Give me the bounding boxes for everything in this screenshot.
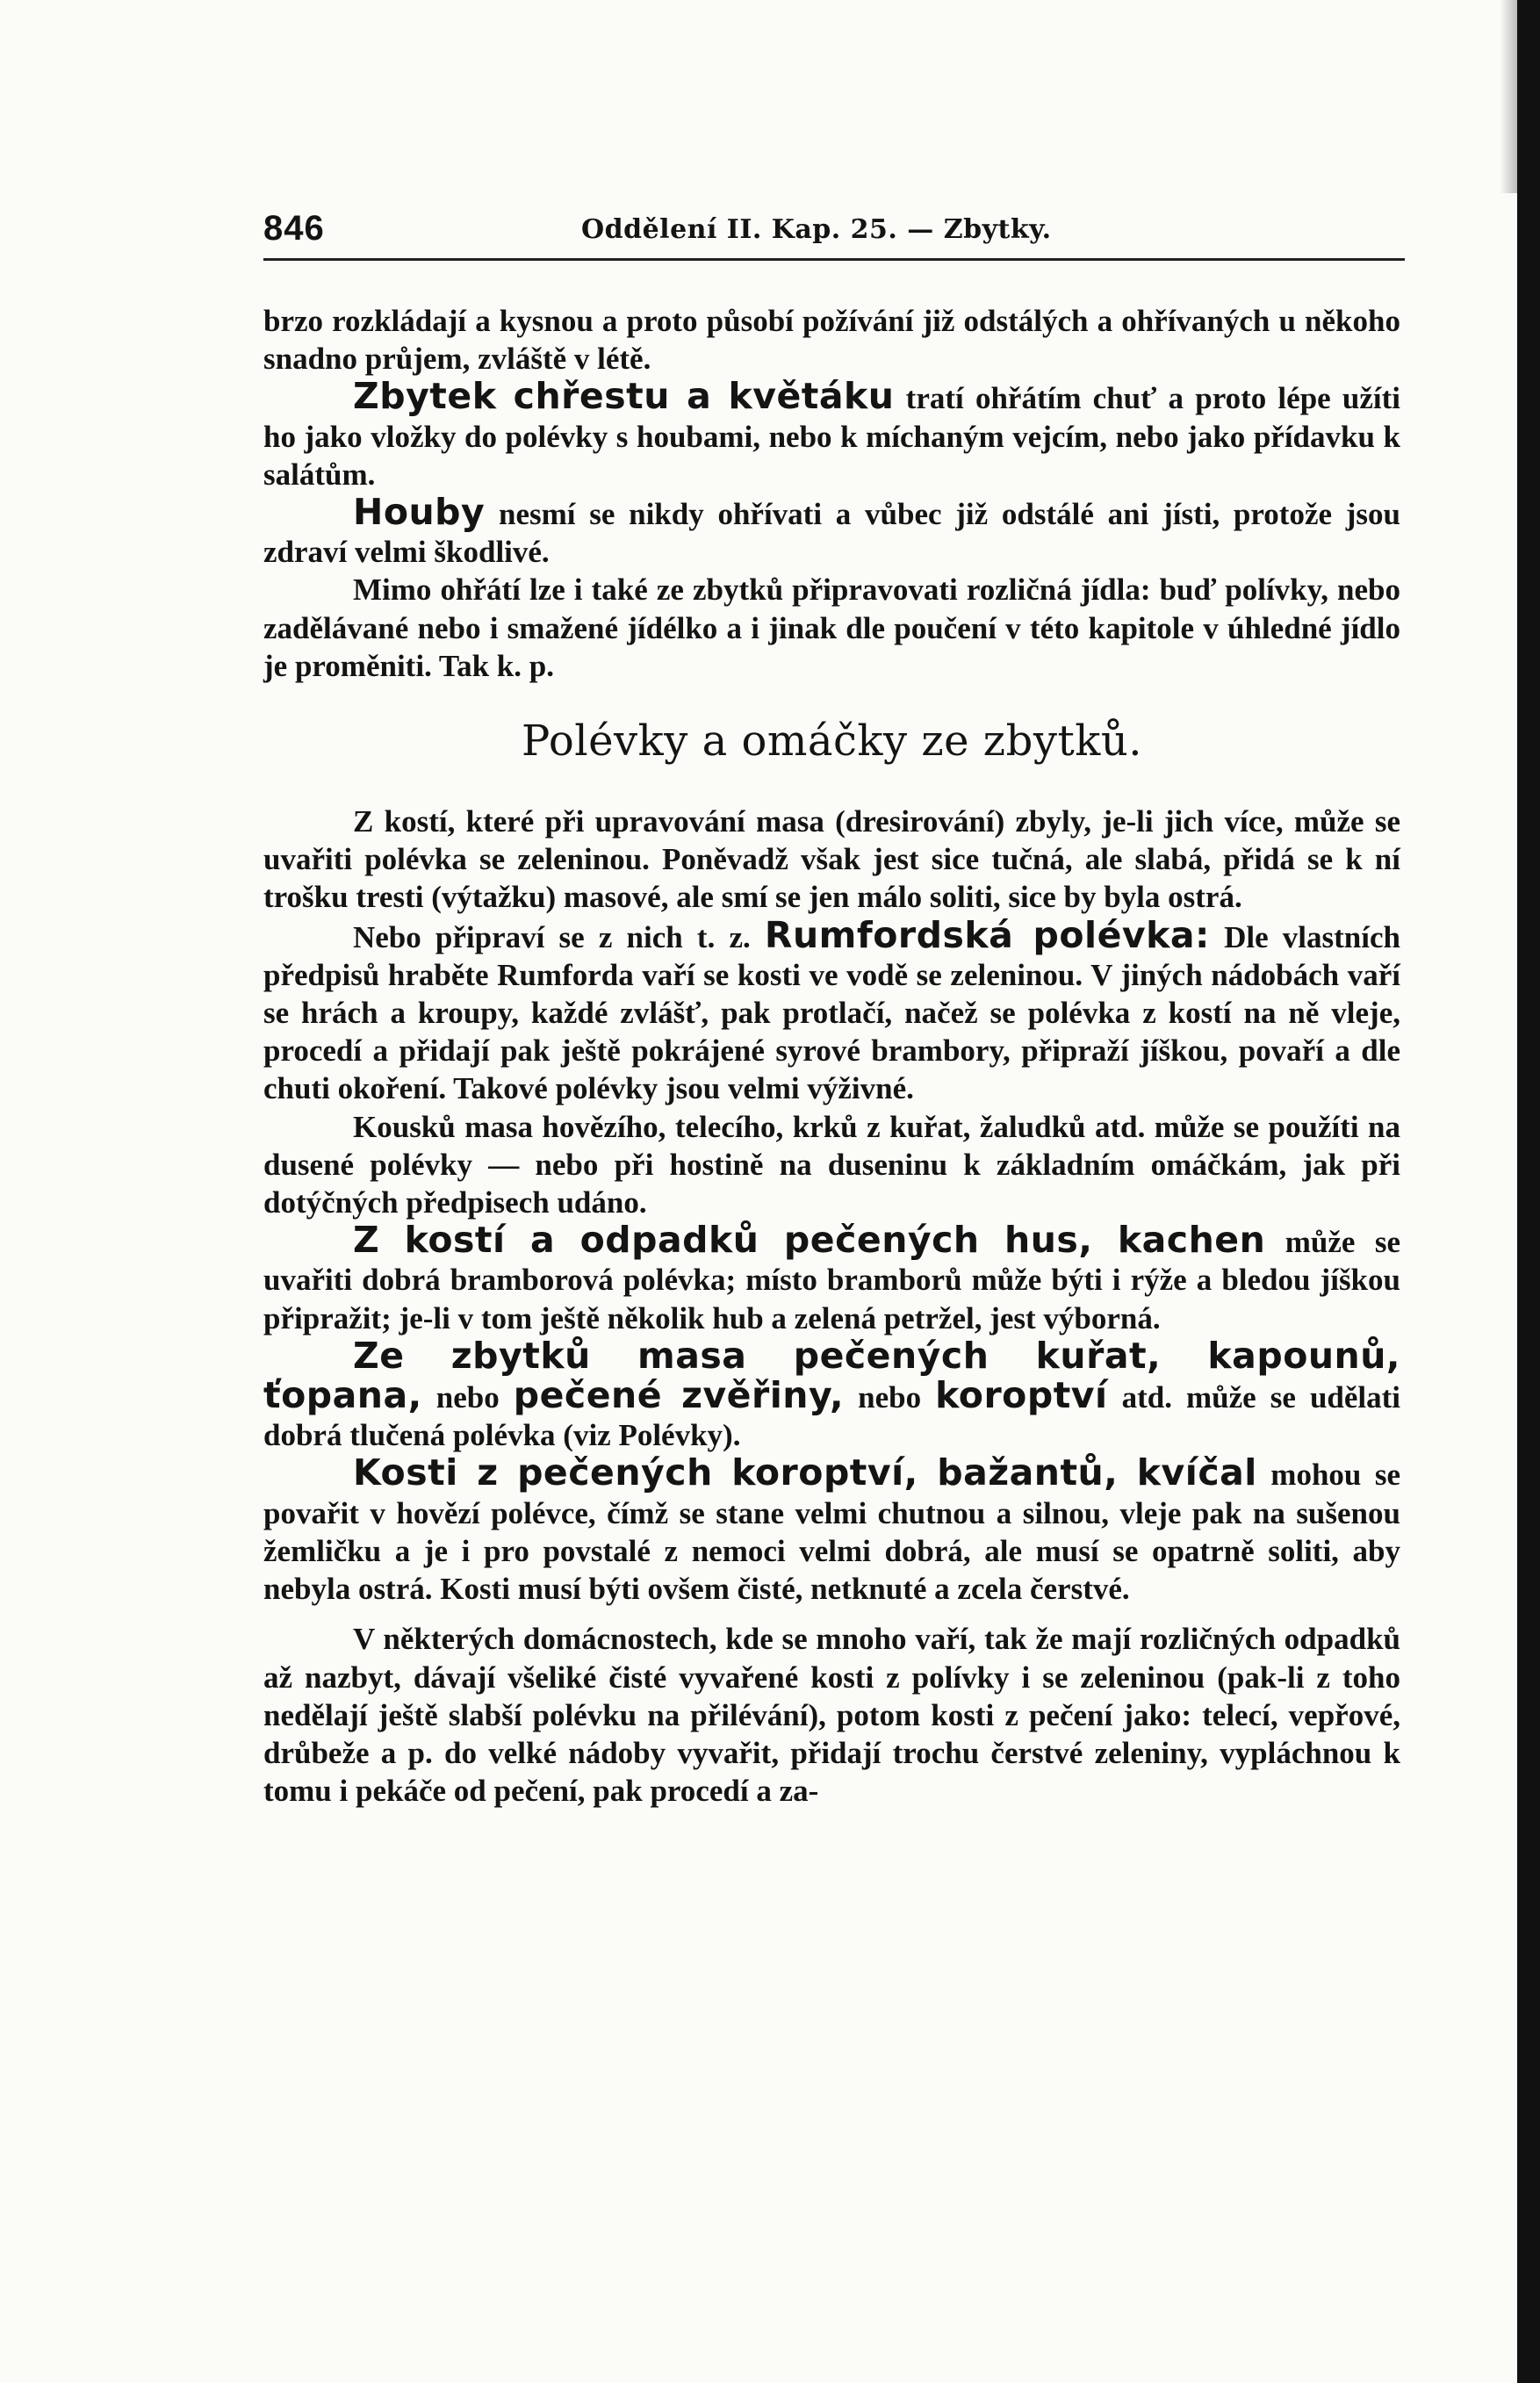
- paragraph: [263, 1221, 1400, 1337]
- paragraph: Kousků masa hovězího, telecího, krků z kuřat, žaludků atd. může se použíti na dusené polévky — nebo při hostině na duseninu k základním omáčkám, jak při dotýčných předpisech udáno.: [263, 1109, 1400, 1220]
- paragraph-text: nesmí se nikdy ohřívati a vůbec již odstálé ani jísti, protože jsou zdraví velmi škodlivé.: [263, 497, 1400, 570]
- scan-border: [1517, 0, 1540, 2383]
- paragraph: brzo rozkládají a kysnou a proto působí požívání již odstálých a ohřívaných u někoho snadno průjem, zvláště v létě.: [263, 304, 1400, 377]
- paragraph: [263, 1334, 1401, 1455]
- page-number: 846: [263, 209, 325, 248]
- paragraph: Z kostí, které při upravování masa (dresirování) zbyly, je-li jich více, může se uvařiti polévka se zeleninou. Poněvadž však jest sice tučná, ale slabá, přidá se k ní trošku tresti (výtažku) masové, ale smí se jen málo soliti, sice by byla ostrá.: [263, 804, 1400, 915]
- paragraph-text: atd. může se udělati dobrá tlučená polévka (viz Polévky).: [263, 1380, 1401, 1453]
- body-text: [263, 302, 1400, 1810]
- emphasis: pečené zvěřiny,: [513, 1374, 845, 1417]
- paragraph: [263, 913, 1400, 1108]
- emphasis: Houby: [353, 491, 486, 534]
- paragraph-text: nebo: [421, 1380, 514, 1415]
- scan-shadow: [1500, 0, 1517, 193]
- emphasis: koroptví: [935, 1374, 1108, 1417]
- running-head: Oddělení II. Kap. 25. — Zbytky.: [581, 214, 1052, 245]
- emphasis: Ze zbytků masa pečených kuřat, kapounů, ťopana,: [263, 1334, 1400, 1417]
- emphasis: Rumfordská polévka:: [764, 913, 1210, 956]
- section-title: Polévky a omáčky ze zbytků.: [522, 716, 1142, 767]
- paragraph: [263, 1451, 1400, 1608]
- page-header: [263, 209, 1405, 261]
- paragraph-text: Dle vlastních předpisů hraběte Rumforda vaří se kosti ve vodě se zeleninou. V jiných nádobách vaří se hrách a kroupy, každé zvlášť, pak protlačí, načež se polévka z kostí na ně vleje, procedí a přidají pak ještě pokrájené syrové brambory, připraží jíškou, povaří a dle chuti okoření. Takové polévky jsou velmi výživné.: [263, 919, 1400, 1106]
- emphasis: Zbytek chřestu a květáku: [353, 375, 895, 418]
- paragraph: [263, 493, 1400, 571]
- paragraph-text: tratí ohřátím chuť a proto lépe užíti ho jako vložky do polévky s houbami, nebo k míchaným vejcím, nebo jako přídavku k salátům.: [263, 381, 1400, 492]
- paragraph: V některých domácnostech, kde se mnoho vaří, tak že mají rozličných odpadků až nazbyt, dávají všeliké čisté vyvařené kosti z polívky i se zeleninou (pak-li z toho nedělají ještě slabší polévku na přilévání), potom kosti z pečení jako: telecí, vepřové, drůbeže a p. do velké nádoby vyvařit, přidají trochu čerstvé zeleniny, vypláchnou k tomu i pekáče od pečení, pak procedí a za-: [263, 1622, 1400, 1809]
- paragraph: Mimo ohřátí lze i také ze zbytků připravovati rozličná jídla: buď polívky, nebo zadělávané nebo i smažené jídélko a i jinak dle poučení v této kapitole v úhledné jídlo je proměniti. Tak k. p.: [263, 572, 1400, 683]
- paragraph-text: mohou se povařit v hovězí polévce, čímž se stane velmi chutnou a silnou, vleje pak na sušenou žemličku a je i pro povstalé z nemoci velmi dobrá, ale musí se opatrně soliti, aby nebyla ostrá. Kosti musí býti ovšem čisté, netknuté a zcela čerstvé.: [263, 1458, 1400, 1607]
- paragraph-text: nebo: [844, 1380, 936, 1415]
- emphasis: Kosti z pečených koroptví, bažantů, kvíčal: [353, 1451, 1257, 1494]
- emphasis: Z kostí a odpadků pečených hus, kachen: [353, 1219, 1266, 1262]
- paragraph-text: může se uvařiti dobrá bramborová polévka; místo bramborů může býti i rýže a bledou jíškou připražit; je-li v tom ještě několik hub a zelená petržel, jest výborná.: [263, 1225, 1400, 1335]
- paragraph-text: Nebo připraví se z nich t. z.: [353, 919, 765, 954]
- paragraph: [263, 375, 1400, 493]
